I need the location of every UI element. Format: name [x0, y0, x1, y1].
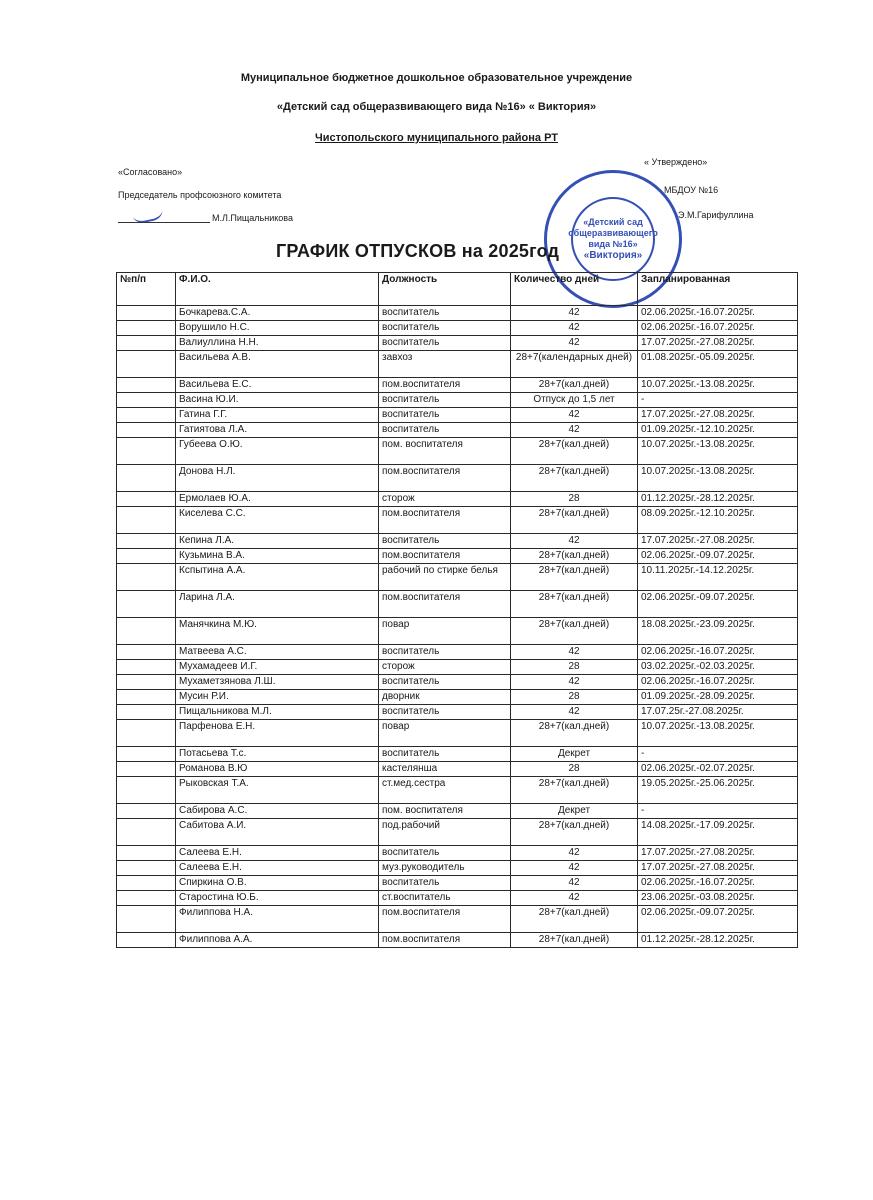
- dates-cell: 18.08.2025г.-23.09.2025г.: [638, 618, 798, 645]
- position-cell: ст.мед.сестра: [379, 777, 511, 804]
- num-cell: [117, 492, 176, 507]
- dates-cell: 02.06.2025г.-02.07.2025г.: [638, 762, 798, 777]
- days-cell: 42: [511, 534, 638, 549]
- name-cell: Мухаметзянова Л.Ш.: [176, 675, 379, 690]
- days-cell: 42: [511, 321, 638, 336]
- days-cell: 28+7(кал.дней): [511, 465, 638, 492]
- position-cell: повар: [379, 720, 511, 747]
- dates-cell: -: [638, 747, 798, 762]
- position-cell: пом.воспитателя: [379, 465, 511, 492]
- name-cell: Валиуллина Н.Н.: [176, 336, 379, 351]
- position-cell: воспитатель: [379, 336, 511, 351]
- table-row: [117, 351, 798, 378]
- name-cell: Донова Н.Л.: [176, 465, 379, 492]
- name-cell: Сабитова А.И.: [176, 819, 379, 846]
- num-cell: [117, 906, 176, 933]
- dates-cell: 17.07.2025г.-27.08.2025г.: [638, 861, 798, 876]
- days-cell: 42: [511, 705, 638, 720]
- days-cell: 42: [511, 891, 638, 906]
- dates-cell: 02.06.2025г.-09.07.2025г.: [638, 591, 798, 618]
- days-cell: 28+7(кал.дней): [511, 618, 638, 645]
- dates-cell: 17.07.25г.-27.08.2025г.: [638, 705, 798, 720]
- num-cell: [117, 804, 176, 819]
- name-cell: Гатиятова Л.А.: [176, 423, 379, 438]
- dates-cell: -: [638, 804, 798, 819]
- dates-cell: 14.08.2025г.-17.09.2025г.: [638, 819, 798, 846]
- name-cell: Матвеева А.С.: [176, 645, 379, 660]
- num-cell: [117, 762, 176, 777]
- days-cell: 42: [511, 645, 638, 660]
- days-cell: 28+7(кал.дней): [511, 564, 638, 591]
- position-cell: воспитатель: [379, 645, 511, 660]
- name-cell: Кспытина А.А.: [176, 564, 379, 591]
- table-row: [117, 438, 798, 465]
- days-cell: 28+7(кал.дней): [511, 720, 638, 747]
- num-cell: [117, 438, 176, 465]
- num-cell: [117, 351, 176, 378]
- position-cell: сторож: [379, 492, 511, 507]
- org-name-line: Муниципальное бюджетное дошкольное образовательное учреждение: [240, 72, 633, 84]
- days-cell: 28+7(кал.дней): [511, 507, 638, 534]
- table-row: [117, 846, 798, 861]
- header-days: Количество дней: [511, 273, 638, 306]
- name-cell: Губеева О.Ю.: [176, 438, 379, 465]
- district-name: Чистопольского муниципального района РТ: [315, 132, 558, 144]
- name-cell: Кузьмина В.А.: [176, 549, 379, 564]
- dates-cell: 02.06.2025г.-16.07.2025г.: [638, 321, 798, 336]
- name-cell: Кепина Л.А.: [176, 534, 379, 549]
- name-cell: Спиркина О.В.: [176, 876, 379, 891]
- kindergarten-name: «Детский сад общеразвивающего вида №16» « Виктория»: [276, 101, 597, 113]
- dates-cell: 01.09.2025г.-28.09.2025г.: [638, 690, 798, 705]
- table-row: [117, 564, 798, 591]
- table-row: [117, 618, 798, 645]
- position-cell: завхоз: [379, 351, 511, 378]
- position-cell: воспитатель: [379, 876, 511, 891]
- num-cell: [117, 660, 176, 675]
- dates-cell: 02.06.2025г.-16.07.2025г.: [638, 306, 798, 321]
- position-cell: воспитатель: [379, 423, 511, 438]
- position-cell: воспитатель: [379, 393, 511, 408]
- num-cell: [117, 675, 176, 690]
- dates-cell: 01.12.2025г.-28.12.2025г.: [638, 492, 798, 507]
- table-row: [117, 819, 798, 846]
- num-cell: [117, 534, 176, 549]
- days-cell: 42: [511, 423, 638, 438]
- dates-cell: 23.06.2025г.-03.08.2025г.: [638, 891, 798, 906]
- name-cell: Потасьева Т.с.: [176, 747, 379, 762]
- table-row: [117, 876, 798, 891]
- dates-cell: 17.07.2025г.-27.08.2025г.: [638, 336, 798, 351]
- position-cell: воспитатель: [379, 846, 511, 861]
- position-cell: муз.руководитель: [379, 861, 511, 876]
- position-cell: пом.воспитателя: [379, 933, 511, 948]
- name-cell: Филиппова Н.А.: [176, 906, 379, 933]
- num-cell: [117, 777, 176, 804]
- num-cell: [117, 690, 176, 705]
- position-cell: пом.воспитателя: [379, 507, 511, 534]
- table-row: [117, 423, 798, 438]
- header-name: Ф.И.О.: [176, 273, 379, 306]
- name-cell: Мухамадеев И.Г.: [176, 660, 379, 675]
- position-cell: воспитатель: [379, 321, 511, 336]
- table-row: [117, 306, 798, 321]
- approver-org: МБДОУ №16: [664, 185, 719, 195]
- dates-cell: 03.02.2025г.-02.03.2025г.: [638, 660, 798, 675]
- table-row: [117, 747, 798, 762]
- position-cell: воспитатель: [379, 675, 511, 690]
- num-cell: [117, 306, 176, 321]
- dates-cell: 10.07.2025г.-13.08.2025г.: [638, 378, 798, 393]
- stamp-line-4: «Виктория»: [583, 250, 643, 261]
- approver-name: Э.М.Гарифуллина: [678, 210, 754, 220]
- name-cell: Салеева Е.Н.: [176, 861, 379, 876]
- days-cell: 42: [511, 861, 638, 876]
- position-cell: воспитатель: [379, 534, 511, 549]
- days-cell: 42: [511, 408, 638, 423]
- position-cell: пом.воспитателя: [379, 906, 511, 933]
- union-chair-name: М.Л.Пищальникова: [212, 213, 293, 223]
- name-cell: Манячкина М.Ю.: [176, 618, 379, 645]
- num-cell: [117, 336, 176, 351]
- table-row: [117, 933, 798, 948]
- name-cell: Старостина Ю.Б.: [176, 891, 379, 906]
- num-cell: [117, 564, 176, 591]
- days-cell: 28+7(кал.дней): [511, 933, 638, 948]
- stamp-line-1: «Детский сад: [583, 217, 643, 227]
- agreed-label: «Согласовано»: [118, 167, 183, 177]
- name-cell: Васина Ю.И.: [176, 393, 379, 408]
- dates-cell: 02.06.2025г.-16.07.2025г.: [638, 876, 798, 891]
- days-cell: 28: [511, 492, 638, 507]
- position-cell: рабочий по стирке белья: [379, 564, 511, 591]
- dates-cell: 02.06.2025г.-09.07.2025г.: [638, 549, 798, 564]
- num-cell: [117, 423, 176, 438]
- days-cell: 28+7(кал.дней): [511, 549, 638, 564]
- name-cell: Пищальникова М.Л.: [176, 705, 379, 720]
- position-cell: воспитатель: [379, 705, 511, 720]
- table-row: [117, 861, 798, 876]
- name-cell: Васильева Е.С.: [176, 378, 379, 393]
- days-cell: 28+7(кал.дней): [511, 906, 638, 933]
- position-cell: пом. воспитателя: [379, 804, 511, 819]
- name-cell: Ермолаев Ю.А.: [176, 492, 379, 507]
- position-cell: ст.воспитатель: [379, 891, 511, 906]
- position-cell: пом. воспитателя: [379, 438, 511, 465]
- num-cell: [117, 408, 176, 423]
- name-cell: Ворушило Н.С.: [176, 321, 379, 336]
- dates-cell: 01.08.2025г.-05.09.2025г.: [638, 351, 798, 378]
- name-cell: Романова В.Ю: [176, 762, 379, 777]
- table-row: [117, 393, 798, 408]
- table-row: [117, 660, 798, 675]
- dates-cell: 01.09.2025г.-12.10.2025г.: [638, 423, 798, 438]
- position-cell: повар: [379, 618, 511, 645]
- table-row: [117, 591, 798, 618]
- header-position: Должность: [379, 273, 511, 306]
- position-cell: под.рабочий: [379, 819, 511, 846]
- num-cell: [117, 507, 176, 534]
- signature-mark: [130, 197, 164, 225]
- num-cell: [117, 645, 176, 660]
- position-cell: дворник: [379, 690, 511, 705]
- days-cell: 42: [511, 306, 638, 321]
- position-cell: пом.воспитателя: [379, 591, 511, 618]
- dates-cell: 08.09.2025г.-12.10.2025г.: [638, 507, 798, 534]
- num-cell: [117, 933, 176, 948]
- days-cell: 42: [511, 876, 638, 891]
- table-row: [117, 507, 798, 534]
- table-row: [117, 906, 798, 933]
- num-cell: [117, 819, 176, 846]
- name-cell: Парфенова Е.Н.: [176, 720, 379, 747]
- days-cell: 42: [511, 846, 638, 861]
- dates-cell: 10.07.2025г.-13.08.2025г.: [638, 438, 798, 465]
- table-row: [117, 690, 798, 705]
- dates-cell: 17.07.2025г.-27.08.2025г.: [638, 846, 798, 861]
- table-header-row: [117, 273, 798, 306]
- days-cell: 28+7(кал.дней): [511, 819, 638, 846]
- dates-cell: 17.07.2025г.-27.08.2025г.: [638, 408, 798, 423]
- document-title: ГРАФИК ОТПУСКОВ на 2025год: [276, 241, 560, 261]
- days-cell: 28: [511, 762, 638, 777]
- num-cell: [117, 891, 176, 906]
- num-cell: [117, 720, 176, 747]
- days-cell: 28+7(кал.дней): [511, 777, 638, 804]
- num-cell: [117, 321, 176, 336]
- name-cell: Филиппова А.А.: [176, 933, 379, 948]
- table-row: [117, 804, 798, 819]
- days-cell: 42: [511, 675, 638, 690]
- dates-cell: 10.07.2025г.-13.08.2025г.: [638, 465, 798, 492]
- table-row: [117, 408, 798, 423]
- days-cell: 28+7(кал.дней): [511, 438, 638, 465]
- days-cell: Декрет: [511, 804, 638, 819]
- table-row: [117, 705, 798, 720]
- days-cell: 28+7(календарных дней): [511, 351, 638, 378]
- num-cell: [117, 549, 176, 564]
- signature-line: [118, 222, 210, 223]
- days-cell: 28: [511, 660, 638, 675]
- stamp-line-3: вида №16»: [588, 239, 638, 249]
- name-cell: Ларина Л.А.: [176, 591, 379, 618]
- table-row: [117, 720, 798, 747]
- num-cell: [117, 618, 176, 645]
- num-cell: [117, 846, 176, 861]
- table-row: [117, 891, 798, 906]
- name-cell: Гатина Г.Г.: [176, 408, 379, 423]
- name-cell: Киселева С.С.: [176, 507, 379, 534]
- num-cell: [117, 705, 176, 720]
- days-cell: 28+7(кал.дней): [511, 591, 638, 618]
- table-row: [117, 675, 798, 690]
- num-cell: [117, 591, 176, 618]
- table-row: [117, 321, 798, 336]
- vacation-table: [116, 272, 798, 948]
- position-cell: воспитатель: [379, 747, 511, 762]
- num-cell: [117, 465, 176, 492]
- table-row: [117, 762, 798, 777]
- position-cell: сторож: [379, 660, 511, 675]
- dates-cell: 01.12.2025г.-28.12.2025г.: [638, 933, 798, 948]
- days-cell: Отпуск до 1,5 лет: [511, 393, 638, 408]
- num-cell: [117, 861, 176, 876]
- name-cell: Салеева Е.Н.: [176, 846, 379, 861]
- num-cell: [117, 378, 176, 393]
- position-cell: пом.воспитателя: [379, 549, 511, 564]
- name-cell: Мусин Р.И.: [176, 690, 379, 705]
- table-row: [117, 378, 798, 393]
- num-cell: [117, 876, 176, 891]
- dates-cell: 10.07.2025г.-13.08.2025г.: [638, 720, 798, 747]
- dates-cell: -: [638, 393, 798, 408]
- stamp-line-2: общеразвивающего: [568, 228, 658, 238]
- days-cell: 28+7(кал.дней): [511, 378, 638, 393]
- table-row: [117, 492, 798, 507]
- dates-cell: 10.11.2025г.-14.12.2025г.: [638, 564, 798, 591]
- days-cell: 42: [511, 336, 638, 351]
- header-num: №п/п: [117, 273, 176, 306]
- days-cell: Декрет: [511, 747, 638, 762]
- table-row: [117, 549, 798, 564]
- dates-cell: 02.06.2025г.-16.07.2025г.: [638, 645, 798, 660]
- table-row: [117, 465, 798, 492]
- position-cell: воспитатель: [379, 306, 511, 321]
- dates-cell: 02.06.2025г.-16.07.2025г.: [638, 675, 798, 690]
- table-row: [117, 336, 798, 351]
- table-row: [117, 645, 798, 660]
- num-cell: [117, 393, 176, 408]
- table-row: [117, 534, 798, 549]
- position-cell: пом.воспитателя: [379, 378, 511, 393]
- dates-cell: 17.07.2025г.-27.08.2025г.: [638, 534, 798, 549]
- approved-label: « Утверждено»: [644, 157, 708, 167]
- dates-cell: 19.05.2025г.-25.06.2025г.: [638, 777, 798, 804]
- table-row: [117, 777, 798, 804]
- days-cell: 28: [511, 690, 638, 705]
- name-cell: Рыковская Т.А.: [176, 777, 379, 804]
- name-cell: Васильева А.В.: [176, 351, 379, 378]
- header-planned: Запланированная: [638, 273, 798, 306]
- union-chair-label: Председатель профсоюзного комитета: [118, 190, 282, 200]
- name-cell: Сабирова А.С.: [176, 804, 379, 819]
- position-cell: кастелянша: [379, 762, 511, 777]
- name-cell: Бочкарева.С.А.: [176, 306, 379, 321]
- position-cell: воспитатель: [379, 408, 511, 423]
- num-cell: [117, 747, 176, 762]
- dates-cell: 02.06.2025г.-09.07.2025г.: [638, 906, 798, 933]
